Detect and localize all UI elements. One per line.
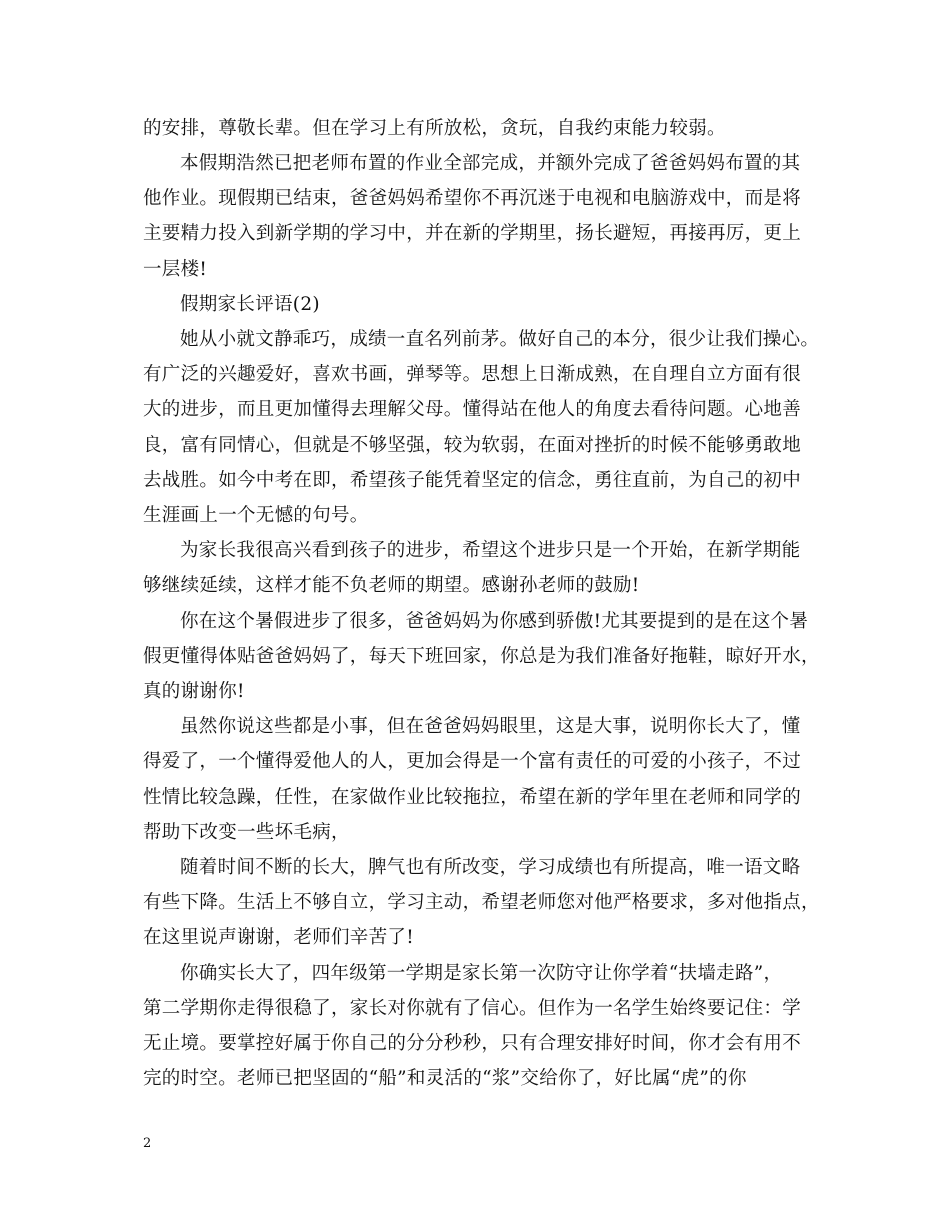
text-line: 她从小就文静乖巧，成绩一直名列前茅。做好自己的本分，很少让我们操心。	[180, 329, 820, 350]
text-line: 假更懂得体贴爸爸妈妈了，每天下班回家，你总是为我们准备好拖鞋，晾好开水，	[143, 646, 820, 667]
text-line: 他作业。现假期已结束，爸爸妈妈希望你不再沉迷于电视和电脑游戏中，而是将	[143, 188, 802, 209]
section-heading: 假期家长评语(2)	[180, 294, 320, 315]
page-number: 2	[143, 1136, 152, 1151]
text-line: 你在这个暑假进步了很多，爸爸妈妈为你感到骄傲!尤其要提到的是在这个暑	[180, 611, 809, 632]
text-line: 性情比较急躁，任性，在家做作业比较拖拉，希望在新的学年里在老师和同学的	[143, 787, 802, 808]
text-line: 你确实长大了，四年级第一学期是家长第一次防守让你学着“扶墙走路”，	[180, 963, 783, 984]
text-line: 第二学期你走得很稳了，家长对你就有了信心。但作为一名学生始终要记住：学	[143, 998, 802, 1019]
text-line: 主要精力投入到新学期的学习中，并在新的学期里，扬长避短，再接再厉，更上	[143, 223, 802, 244]
text-line: 虽然你说这些都是小事，但在爸爸妈妈眼里，这是大事，说明你长大了，懂	[180, 716, 801, 737]
text-line: 生涯画上一个无憾的句号。	[143, 505, 369, 526]
text-line: 得爱了，一个懂得爱他人的人，更加会得是一个富有责任的可爱的小孩子，不过	[143, 751, 802, 772]
text-line: 一层楼!	[143, 259, 208, 280]
text-line: 够继续延续，这样才能不负老师的期望。感谢孙老师的鼓励!	[143, 575, 640, 596]
text-line: 的安排，尊敬长辈。但在学习上有所放松，贪玩，自我约束能力较弱。	[143, 118, 726, 139]
text-line: 为家长我很高兴看到孩子的进步，希望这个进步只是一个开始，在新学期能	[180, 540, 801, 561]
text-line: 无止境。要掌控好属于你自己的分分秒秒，只有合理安排好时间，你才会有用不	[143, 1033, 802, 1054]
text-line: 随着时间不断的长大，脾气也有所改变，学习成绩也有所提高，唯一语文略	[180, 857, 801, 878]
text-line: 良，富有同情心，但就是不够坚强，较为软弱，在面对挫折的时候不能够勇敢地	[143, 435, 802, 456]
text-line: 真的谢谢你!	[143, 681, 245, 702]
text-line: 去战胜。如今中考在即，希望孩子能凭着坚定的信念，勇往直前，为自己的初中	[143, 470, 802, 491]
text-line: 完的时空。老师已把坚固的“船”和灵活的“浆”交给你了，好比属“虎”的你	[143, 1068, 747, 1089]
text-line: 大的进步，而且更加懂得去理解父母。懂得站在他人的角度去看待问题。心地善	[143, 399, 802, 420]
text-line: 帮助下改变一些坏毛病，	[143, 822, 350, 843]
text-line: 本假期浩然已把老师布置的作业全部完成，并额外完成了爸爸妈妈布置的其	[180, 153, 801, 174]
text-line: 在这里说声谢谢，老师们辛苦了!	[143, 927, 414, 948]
text-line: 有广泛的兴趣爱好，喜欢书画，弹琴等。思想上日渐成熟，在自理自立方面有很	[143, 364, 802, 385]
text-line: 有些下降。生活上不够自立，学习主动，希望老师您对他严格要求，多对他指点，	[143, 892, 820, 913]
